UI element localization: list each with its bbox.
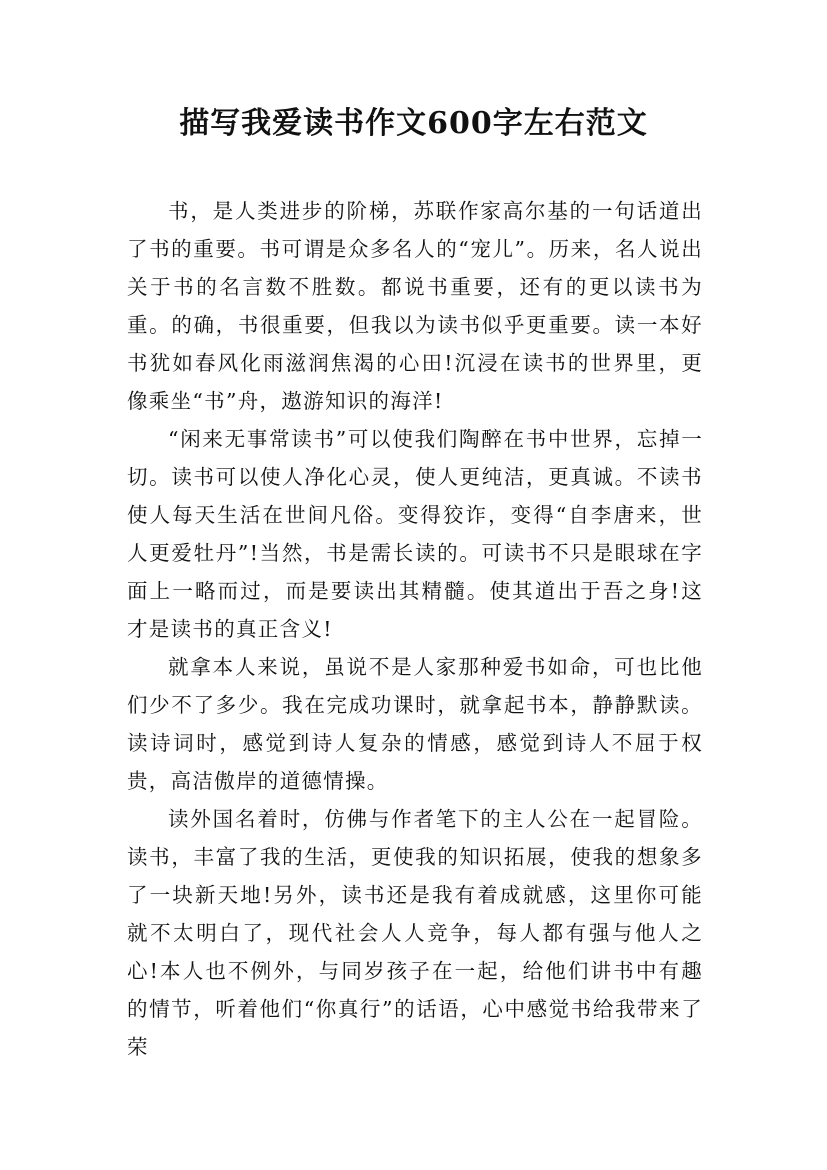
document-title: 描写我爱读书作文600字左右范文 bbox=[179, 106, 648, 141]
paragraph-1: 书，是人类进步的阶梯，苏联作家高尔基的一句话道出了书的重要。书可谓是众多名人的“宠儿”。历来，名人说出关于书的名言数不胜数。都说书重要，还有的更以读书为重。的确，书很重要，但我以为读书似乎更重要。读一本好书犹如春风化雨滋润焦渴的心田!沉浸在读书的世界里，更像乘坐“书”舟，遨游知识的海洋! bbox=[127, 199, 703, 413]
document-body bbox=[127, 192, 703, 1066]
paragraph-2: “闲来无事常读书”可以使我们陶醉在书中世界，忘掉一切。读书可以使人净化心灵，使人更纯洁，更真诚。不读书使人每天生活在世间凡俗。变得狡诈，变得“自李唐来，世人更爱牡丹”!当然，书是需长读的。可读书不只是眼球在字面上一略而过，而是要读出其精髓。使其道出于吾之身!这才是读书的真正含义! bbox=[127, 427, 703, 641]
paragraph-4: 读外国名着时，仿佛与作者笔下的主人公在一起冒险。读书，丰富了我的生活，更使我的知识拓展，使我的想象多了一块新天地!另外，读书还是我有着成就感，这里你可能就不太明白了，现代社会人人竞争，每人都有强与他人之心!本人也不例外，与同岁孩子在一起，给他们讲书中有趣的情节，听着他们“你真行”的话语，心中感觉书给我带来了荣 bbox=[127, 807, 703, 1059]
paragraph-3: 就拿本人来说，虽说不是人家那种爱书如命，可也比他们少不了多少。我在完成功课时，就拿起书本，静静默读。读诗词时，感觉到诗人复杂的情感，感觉到诗人不屈于权贵，高洁傲岸的道德情操。 bbox=[127, 655, 703, 793]
